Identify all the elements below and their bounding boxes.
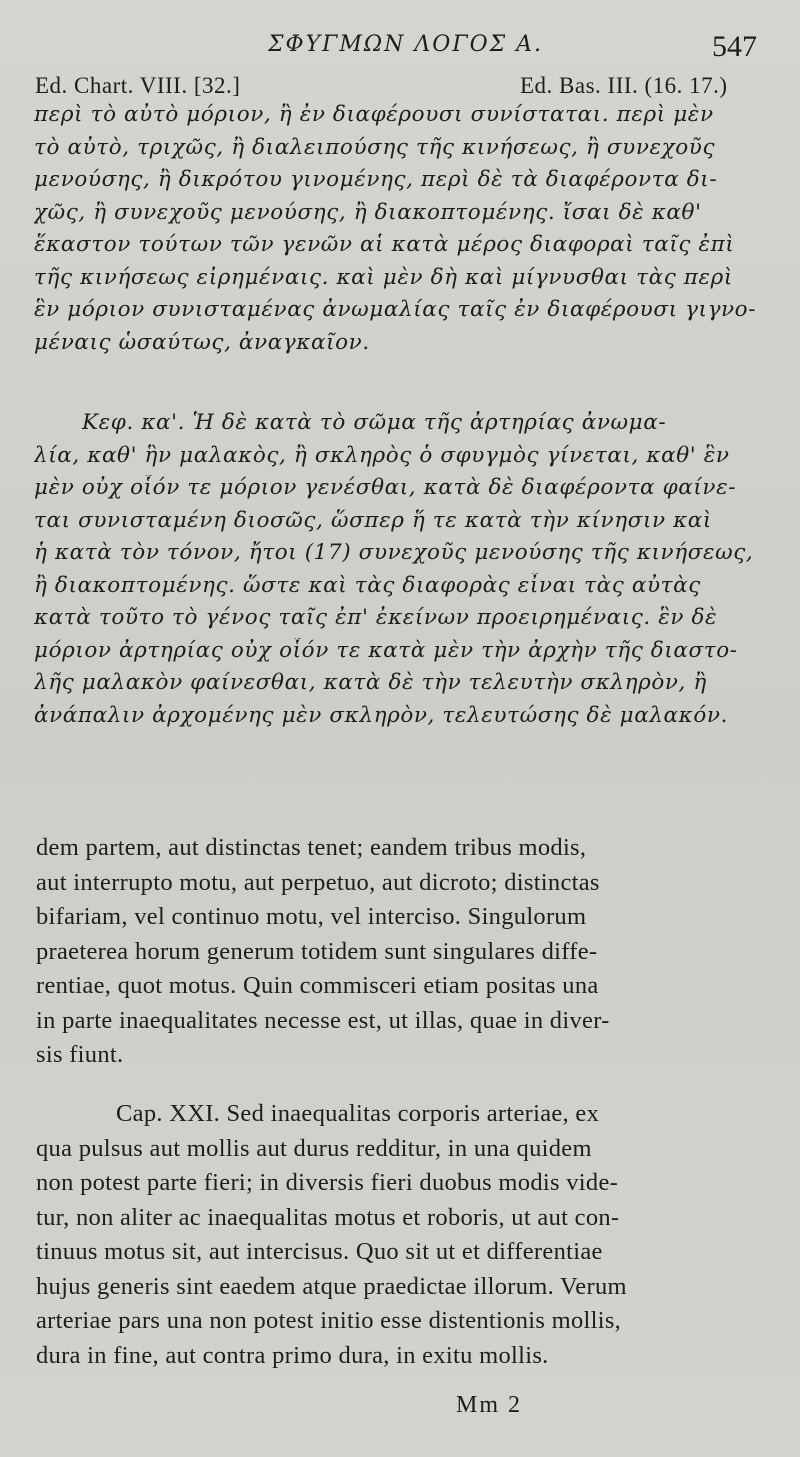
text-line: rentiae, quot motus. Quin commisceri etiam positas una [36,972,599,999]
text-line: λῆς μαλακὸν φαίνεσθαι, κατὰ δὲ τὴν τελευτὴν σκληρὸν, ἢ [34,670,707,695]
text-line: qua pulsus aut mollis aut durus redditur, in una quidem [36,1134,592,1162]
text-line: τῆς κινήσεως εἰρημέναις. καὶ μὲν δὴ καὶ μίγνυσθαι τὰς περὶ [34,264,733,290]
text-line: praeterea horum generum totidem sunt singulares diffe- [36,937,598,965]
text-line: non potest parte fieri; in diversis fieri duobus modis vide- [36,1169,619,1196]
text-line: Cap. XXI. Sed inaequalitas corporis arteriae, ex [116,1100,600,1127]
text-line: arteriae pars una non potest initio esse distentionis mollis, [36,1307,622,1334]
text-line: sis fiunt. [36,1041,124,1068]
text-line: hujus generis sint eaedem atque praedictae illorum. Verum [36,1272,627,1300]
greek-paragraph-1 [34,102,764,362]
page-header [0,22,800,72]
text-line: bifariam, vel continuo motu, vel interciso. Singulorum [36,903,587,930]
text-line: μενούσης, ἢ δικρότου γινομένης, περὶ δὲ τὰ διαφέροντα δι- [34,167,718,192]
greek-paragraph-2 [34,410,764,735]
text-line: ἀνάπαλιν ἀρχομένης μὲν σκληρὸν, τελευτώσης δὲ μαλακόν. [34,702,729,728]
text-line: ἓν μόριον συνισταμένας ἀνωμαλίας ταῖς ἐν διαφέρουσι γιγνο- [34,297,757,322]
edition-reference-right: Ed. Bas. III. (16. 17.) [520,73,728,98]
latin-paragraph-1 [36,834,766,1076]
edition-reference-left: Ed. Chart. VIII. [32.] [35,73,241,98]
text-line: tur, non aliter ac inaequalitas motus et roboris, ut aut con- [36,1203,620,1231]
text-line: ται συνισταμένη διοσῶς, ὥσπερ ἥ τε κατὰ τὴν κίνησιν καὶ [34,507,712,533]
text-line: aut interrupto motu, aut perpetuo, aut dicroto; distinctas [36,868,600,896]
text-line: τὸ αὐτὸ, τριχῶς, ἢ διαλειπούσης τῆς κινήσεως, ἢ συνεχοῦς [34,134,716,160]
text-line: dura in fine, aut contra primo dura, in exitu mollis. [36,1341,549,1369]
text-line: μέναις ὡσαύτως, ἀναγκαῖον. [34,329,370,355]
text-line: μόριον ἀρτηρίας οὐχ οἷόν τε κατὰ μὲν τὴν ἀρχὴν τῆς διαστο- [34,637,738,663]
text-line: κατὰ τοῦτο τὸ γένος ταῖς ἐπ' ἐκείνων προειρημέναις. ἓν δὲ [34,605,718,630]
latin-paragraph-2 [36,1100,766,1376]
page-number: 547 [712,30,757,63]
running-title: ΣΦΥΓΜΩΝ ΛΟΓΟΣ Α. [268,32,544,57]
text-line: μὲν οὐχ οἷόν τε μόριον γενέσθαι, κατὰ δὲ διαφέροντα φαίνε- [34,475,737,500]
text-line: χῶς, ἢ συνεχοῦς μενούσης, ἢ διακοπτομένης. ἴσαι δὲ καθ' [34,199,702,225]
text-line: ἢ διακοπτομένης. ὥστε καὶ τὰς διαφορὰς εἶναι τὰς αὐτὰς [34,572,701,598]
text-line: περὶ τὸ αὐτὸ μόριον, ἢ ἐν διαφέρουσι συνίσταται. περὶ μὲν [34,102,714,127]
text-line: ἡ κατὰ τὸν τόνον, ἤτοι (17) συνεχοῦς μενούσης τῆς κινήσεως, [34,540,754,565]
text-line: ἕκαστον τούτων τῶν γενῶν αἱ κατὰ μέρος διαφοραὶ ταῖς ἐπὶ [34,232,735,257]
text-line: Κεφ. κα'. Ἡ δὲ κατὰ τὸ σῶμα τῆς ἀρτηρίας ἀνωμα- [82,410,667,435]
text-line: tinuus motus sit, aut intercisus. Quo sit ut et differentiae [36,1238,603,1265]
text-line: in parte inaequalitates necesse est, ut illas, quae in diver- [36,1006,610,1034]
text-line: dem partem, aut distinctas tenet; eandem tribus modis, [36,834,587,861]
signature-mark: Mm 2 [456,1392,523,1418]
text-line: λία, καθ' ἣν μαλακὸς, ἢ σκληρὸς ὁ σφυγμὸς γίνεται, καθ' ἓν [34,442,730,468]
